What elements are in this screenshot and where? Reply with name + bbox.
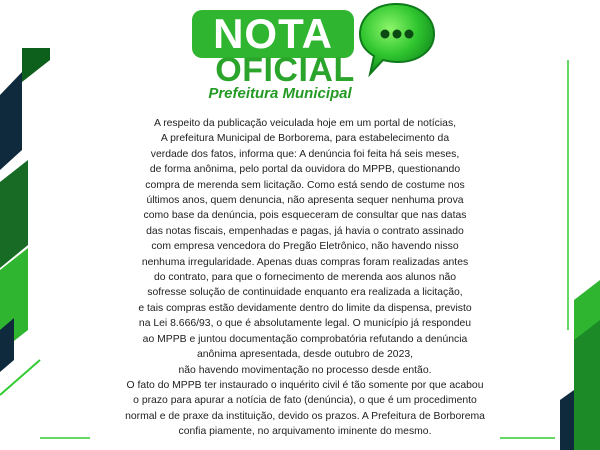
left-decoration (0, 0, 60, 450)
title-oficial: OFICIAL (215, 51, 355, 89)
statement-line: últimos anos, quem denuncia, não apresenta sequer nenhuma prova (146, 195, 464, 207)
statement-line: confia piamente, no arquivamento iminente do mesmo. (178, 426, 432, 438)
statement-line: anônima apresentada, desde outubro de 2023, (196, 349, 414, 361)
statement-line: A prefeitura Municipal de Borborema, para estabelecimento da (160, 133, 450, 145)
statement-line: compra de merenda sem licitação. Como está sendo de costume nos (145, 179, 465, 191)
statement-line: como base da denúncia, pois esqueceram de consultar que nas datas (143, 210, 467, 222)
statement-line: sofresse solução de continuidade enquanto era realizada a licitação, (147, 287, 463, 299)
statement-line: não havendo movimentação no processo desde então. (178, 364, 432, 376)
statement-line: ao MPPB e juntou documentação comprobatória refutando a denúncia (142, 333, 468, 345)
title-nota: NOTA (213, 10, 333, 57)
statement-line: A respeito da publicação veiculada hoje em um portal de notícias, (153, 118, 457, 129)
subtitle: Prefeitura Municipal (208, 85, 352, 102)
statement-line: o prazo para apurar a notícia de fato (denúncia), o que é um procedimento (133, 395, 477, 407)
statement-line: do contrato, para que o fornecimento de merenda aos alunos não (153, 272, 457, 284)
statement-line: de forma anônima, pelo portal da ouvidora do MPPB, questionando (149, 164, 461, 176)
statement-line: na Lei 8.666/93, o que é absolutamente legal. O município já respondeu (138, 318, 472, 330)
statement-line: normal e de praxe da instituição, devido os prazos. A Prefeitura de Borborema (125, 410, 485, 422)
statement-line: O fato do MPPB ter instaurado o inquérito civil é tão somente por que acabou (126, 379, 484, 391)
statement-line: nenhuma irregularidade. Apenas duas compras foram realizadas antes (141, 256, 469, 268)
statement-body (60, 116, 550, 440)
statement-line: verdade dos fatos, informa que: A denúncia foi feita há seis meses, (150, 148, 460, 160)
statement-line: com empresa vencedora do Pregão Eletrônico, não havendo nisso (151, 241, 459, 253)
speech-bubble-icon (352, 0, 442, 80)
statement-line: e tais compras estão devidamente dentro do limite da dispensa, previsto (138, 302, 472, 314)
statement-line: das notas fiscais, empenhadas e pagas, já havia o contrato assinado (146, 225, 464, 237)
